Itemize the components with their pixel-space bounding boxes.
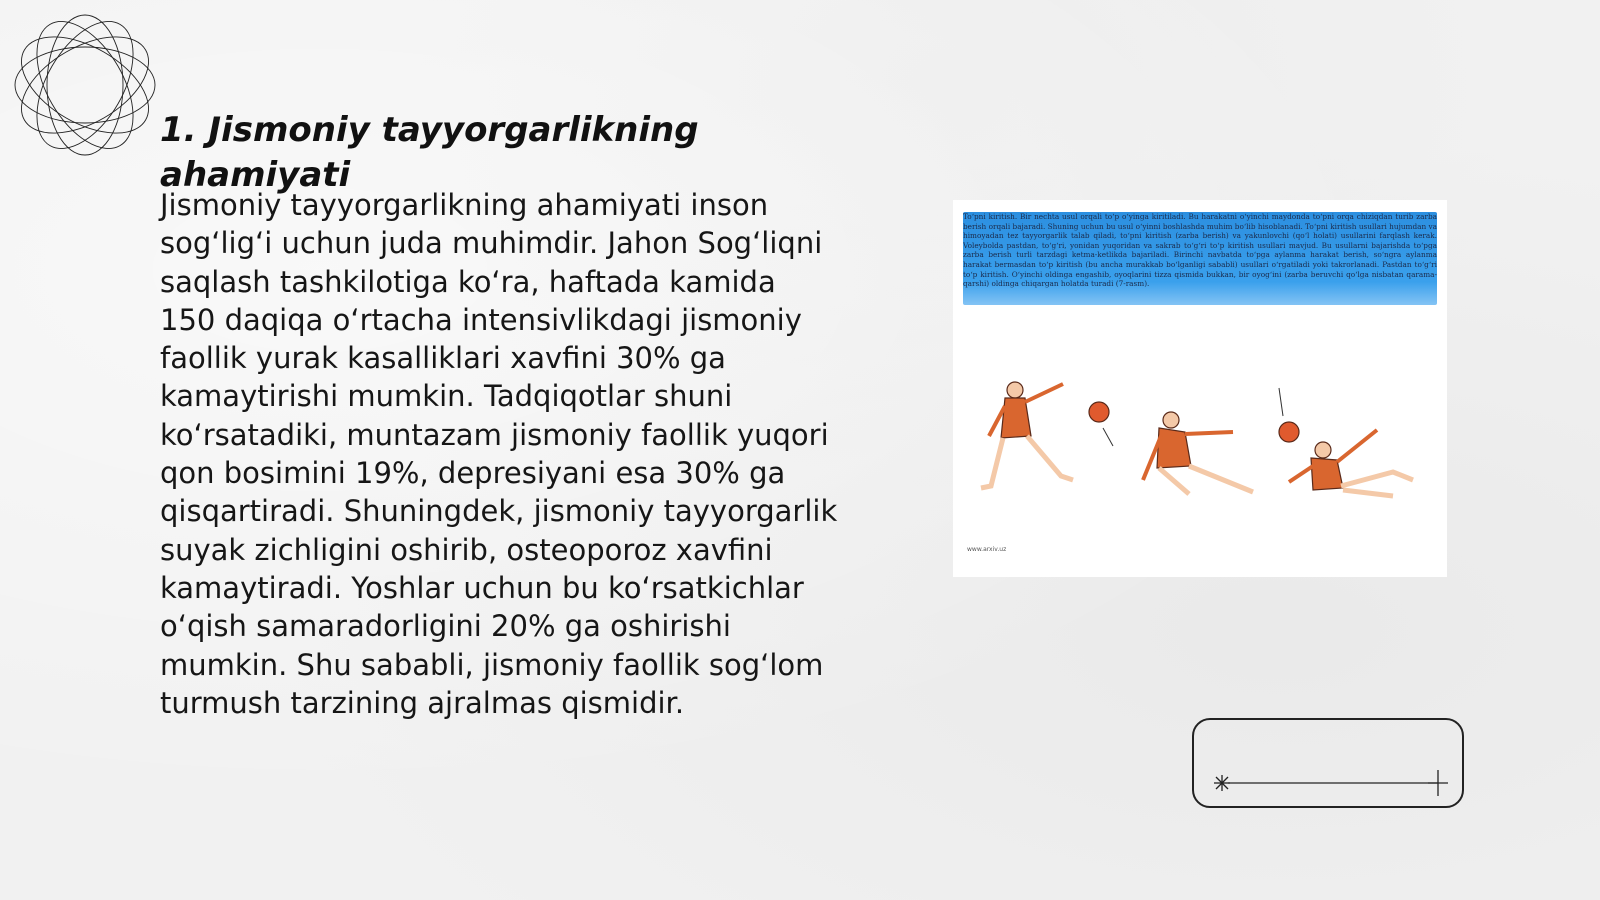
navigation-line-box [1192, 718, 1464, 808]
rosette-decoration-icon [10, 10, 160, 160]
volleyball-textbook-image [953, 200, 1447, 577]
figure-text-block [963, 212, 1437, 324]
figure-caption: www.arxiv.uz [967, 546, 1007, 553]
volleyball-serve-illustration [953, 376, 1447, 531]
slide-title: 1. Jismoniy tayyorgarlikning ahamiyati [160, 110, 699, 195]
sparkle-icon [1214, 775, 1230, 791]
slide-body-text: Jismoniy tayyorgarlikning ahamiyati inson sog‘lig‘i uchun juda muhimdir. Jahon Sog‘liqni saqlash tashkilotiga ko‘ra, haftada kamida 150 daqiqa o‘rtacha intensivlikdagi jismoniy faollik yurak kasalliklari xavfini 30% ga kamaytirishi mumkin. Tadqiqotlar shuni ko‘rsatadiki, muntazam jismoniy faollik yuqori qon bosimini 19%, depresiyani esa 30% ga qisqartiradi. Shuningdek, jismoniy tayyorgarlik suyak zichligini oshirib, osteoporoz xavfini kamaytiradi. Yoshlar uchun bu ko‘rsatkichlar o‘qish samaradorligini 20% ga oshirishi mumkin. Shu sababli, jismoniy faollik sog‘lom turmush tarzining ajralmas qismidir. [160, 188, 838, 720]
figure-paragraph: To‘pni kiritish. Bir nechta usul orqali to‘p o‘yinga kiritiladi. Bu harakatni o‘yinchi maydonda to‘pni orqa chiziqdan turib zarba berish orqali bajaradi. Shuning uchun bu usul o‘yinni boshlashda muhim bo‘lib hisoblanadi. To‘pni kiritish usullari hujumdan va himoyadan tez tayyorgarlik talab qiladi, to‘pni kiritish (zarba berish) va yakunlovchi (qo‘l holati) usullarini farqlash kerak. Voleybolda pastdan, to‘g‘ri, yonidan yuqoridan va sakrab to‘g‘ri to‘p kiritish usullari mavjud. Bu usullarni bajarishda to‘pga zarba berish turli tarzdagi ketma-ketlikda bajariladi. Birinchi navbatda to‘pga aylanma harakat berish, so‘ngra aylanma harakat bermasdan to‘p kiritish (bu ancha murakkab bo‘lganligi sababli) usullari o‘rgatiladi yoki takrorlanadi. Pastdan to‘g‘ri to‘p kiritish. O‘yinchi oldinga engashib, oyoqlarini tizza qismida bukkan, bir oyog‘ini (zarba beruvchi qo‘lga nisbatan qarama-qarshi) oldinga chiqargan holatda turadi (7-rasm). [963, 212, 1437, 289]
cross-mark-icon [1428, 770, 1448, 796]
